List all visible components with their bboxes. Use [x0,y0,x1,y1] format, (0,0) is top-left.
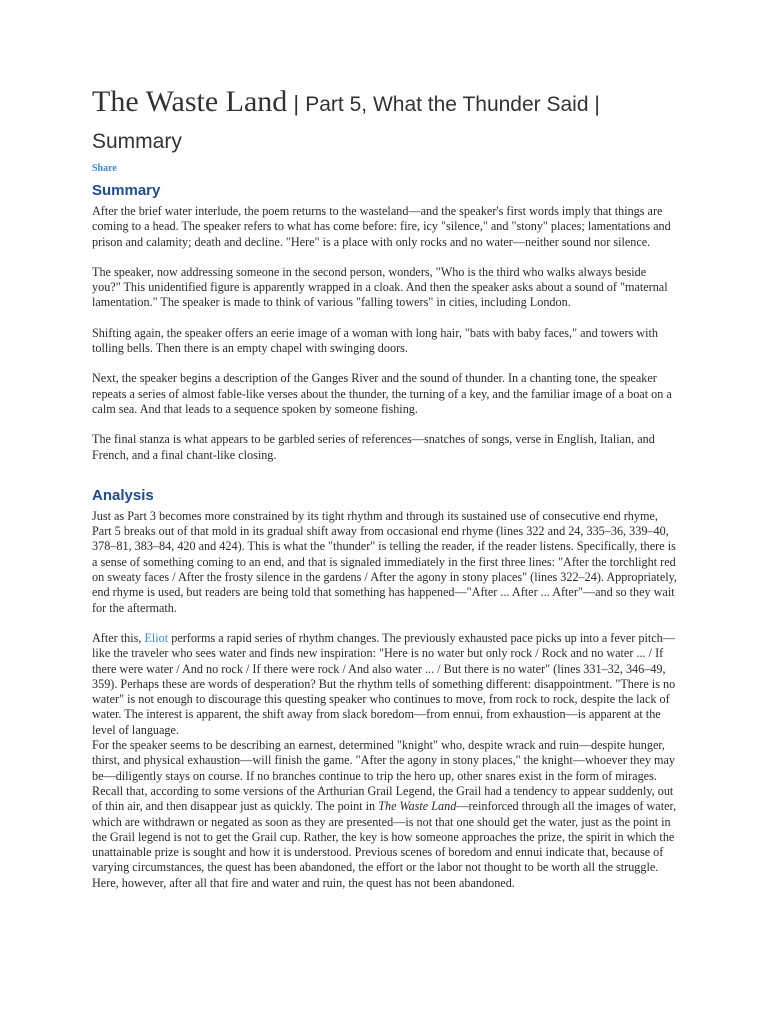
title-separator: | [287,91,306,116]
summary-paragraph-5: The final stanza is what appears to be garbled series of references—snatches of songs, verse in English, Italian, and French, and a final chant-like closing. [92,432,655,462]
summary-paragraph-4: Next, the speaker begins a description of the Ganges River and the sound of thunder. In a chanting tone, the speaker repeats a series of almost fable-like verses about the thunder, the turning of a key, and the familiar image of a boat on a calm sea. And that leads to a sequence spoken by someone fishing. [92,371,672,416]
analysis-paragraph-3-body: —reinforced through all the images of water, which are withdrawn or negated as soon as they are presented—is not that one should get the water, just as the point in the Grail legend is not to get the Grail cup. Rather, the key is how someone approaches the prize, the spirit in which the unattainable prize is sought and how it is understood. Previous scenes of boredom and ennui indicate that, because of varying circumstances, the quest has been abandoned, the effort or the labor not thought to be worth all the struggle. Here, however, after all that fire and water and ruin, the quest has not been abandoned. [92,799,677,890]
work-title-italic: The Waste Land [378,799,457,814]
share-link[interactable]: Share [92,163,117,174]
summary-heading: Summary [92,182,161,199]
analysis-paragraph-3-lead: For the speaker seems to be describing an earnest, determined "knight" who, despite wrack and ruin—despite hunger, thirst, and physical exhaustion—will finish the game. "After the agony in stony places," the knight—whoever they may be—diligently stays on course. If no branches continue to trip the hero up, other snares exist in the form of mirages. Recall that, according to some versions of the Arthurian Grail Legend, the Grail had a tendency to appear suddenly, out of thin air, and then disappear just as quickly. The point in [92,738,675,814]
title-work: The Waste Land [92,85,288,118]
summary-paragraph-3: Shifting again, the speaker offers an eerie image of a woman with long hair, "bats with baby faces," and towers with tolling bells. Then there is an empty chapel with swinging doors. [92,325,658,356]
eliot-link[interactable]: Eliot [144,630,169,645]
analysis-heading: Analysis [92,486,154,504]
analysis-paragraph-2 [92,631,677,738]
summary-paragraph-1: After the brief water interlude, the poem returns to the wasteland—and the speaker's first words imply that things are coming to a head. The speaker refers to what has come before: fire, icy "silence," and "stony" places; lamentations and prison and calamity; death and decline. "Here" is a place with only rocks and no water—neither sound nor silence. [92,204,671,249]
analysis-paragraph-1: Just as Part 3 becomes more constrained by its tight rhythm and through its sustained use of consecutive end rhyme, Part 5 breaks out of that mold in its gradual shift away from occasional end rhyme (lines 322 and 24, 335–36, 339–40, 378–81, 383–84, 420 and 424). This is what the "thunder" is telling the reader, if the reader listens. Specifically, there is a sense of something coming to an end, and that is signaled immediately in the first three lines: "After the torchlight red on sweaty faces / After the frosty silence in the gardens / After the agony in stony places" (lines 322–24). Appropriately, end rhyme is used, but readers are being told that something has happened—"After ... After ... After"—and so they wait for the aftermath. [92,508,677,615]
page-title [92,84,677,158]
analysis-paragraph-2-body: performs a rapid series of rhythm changes. The previously exhausted pace picks up into a fever pitch—like the traveler who sees water and finds new inspiration: "Here is no water but only rock / Rock and no water ... / If there were water / And no rock / If there were rock / And also water ... / But there is no water" (lines 331–32, 346–49, 359). Perhaps these are words of desperation? But the rhythm tells of something different: disappointment. "There is no water" is not enough to discourage this questing speaker who continues to move, from rock to rock, despite the lack of water. The interest is apparent, the shift away from slack boredom—from ennui, from exhaustion—is apparent at the level of language. [92,630,676,737]
document-page [92,84,677,891]
analysis-paragraph-2-lead: After this, [92,630,145,645]
summary-paragraph-2: The speaker, now addressing someone in the second person, wonders, "Who is the third who walks always beside you?" This unidentified figure is apparently wrapped in a cloak. And then the speaker asks about a sound of "maternal lamentation." The speaker is made to think of various "falling towers" in cities, including London. [92,264,668,310]
title-part: Part 5, What the Thunder Said | Summary [92,93,600,153]
analysis-paragraph-3 [92,738,677,891]
